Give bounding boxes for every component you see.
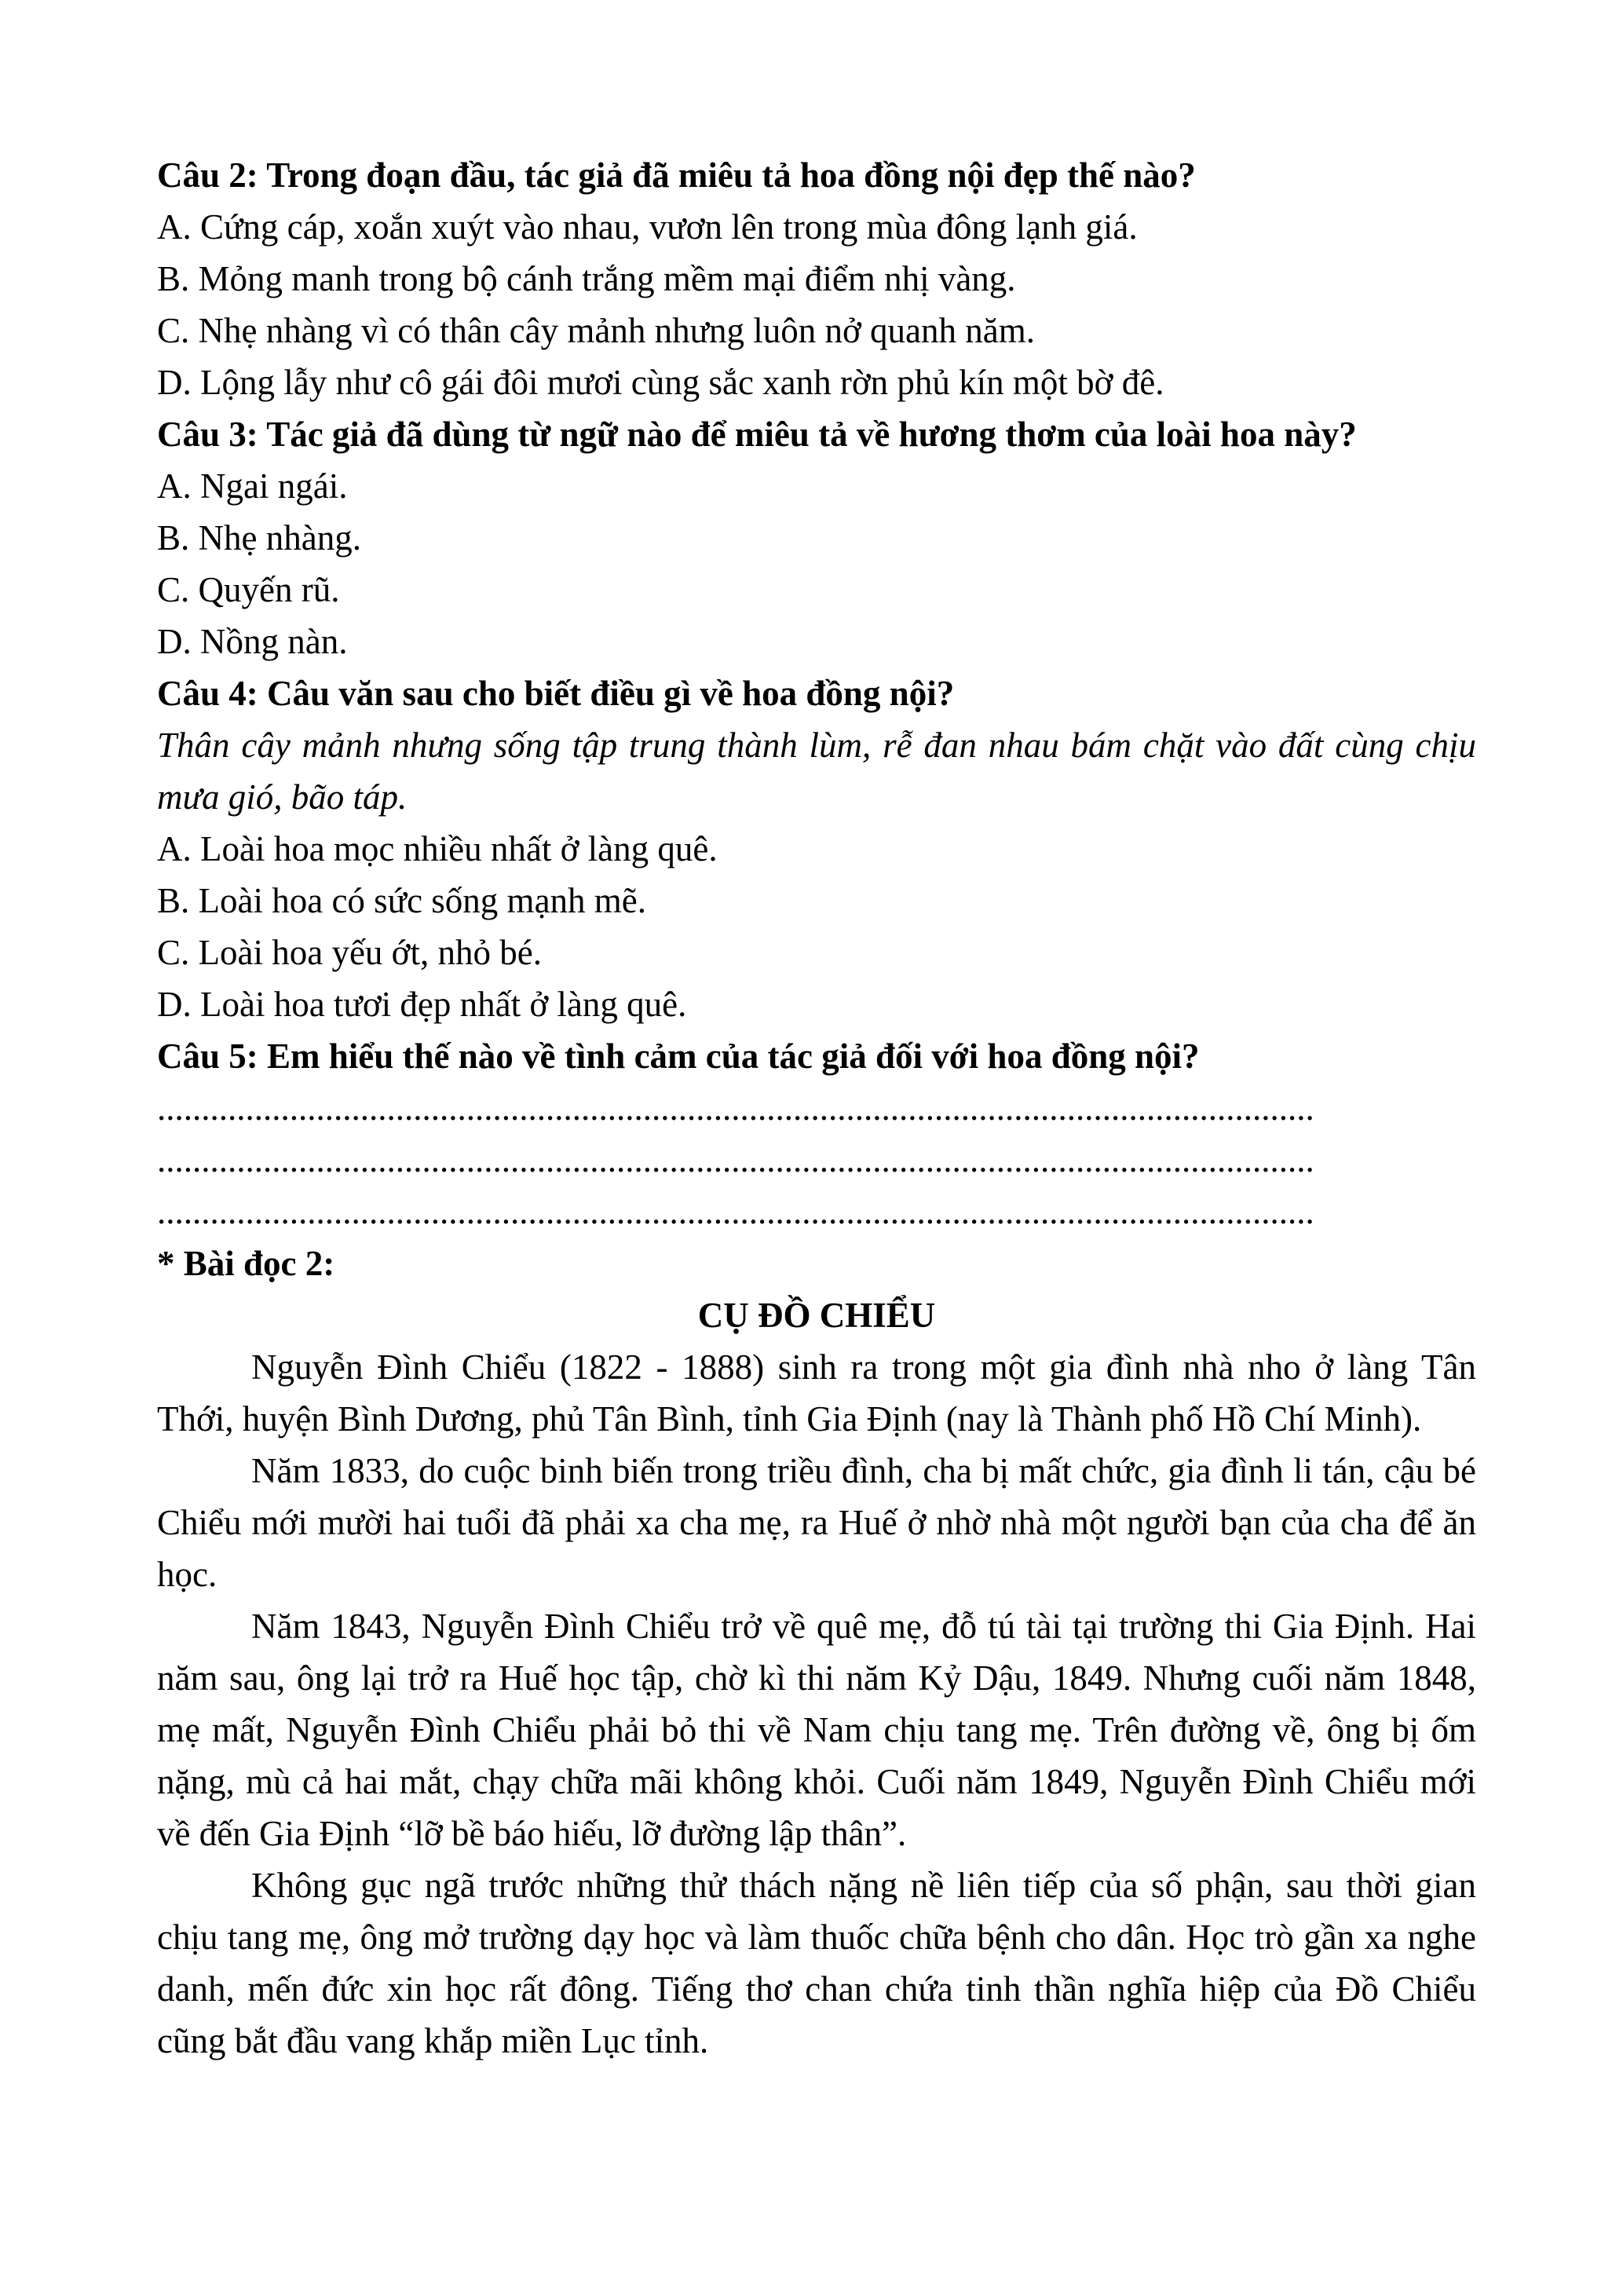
question-2 (157, 149, 1476, 408)
paragraph: Nguyễn Đình Chiểu (1822 - 1888) sinh ra trong một gia đình nhà nho ở làng Tân Thới, huyện Bình Dương, phủ Tân Bình, tỉnh Gia Định (nay là Thành phố Hồ Chí Minh). (157, 1347, 1476, 1439)
paragraph: Năm 1843, Nguyễn Đình Chiểu trở về quê mẹ, đỗ tú tài tại trường thi Gia Định. Hai năm sau, ông lại trở ra Huế học tập, chờ kì thi năm Kỷ Dậu, 1849. Nhưng cuối năm 1848, mẹ mất, Nguyễn Đình Chiểu phải bỏ thi về Nam chịu tang mẹ. Trên đường về, ông bị ốm nặng, mù cả hai mắt, chạy chữa mãi không khỏi. Cuối năm 1849, Nguyễn Đình Chiểu mới về đến Gia Định “lỡ bề báo hiếu, lỡ đường lập thân”. (157, 1607, 1476, 1853)
quoted-sentence: Thân cây mảnh nhưng sống tập trung thành lùm, rễ đan nhau bám chặt vào đất cùng chịu mưa gió, bão táp. (157, 726, 1476, 817)
answer-option: B. Loài hoa có sức sống mạnh mẽ. (157, 881, 647, 920)
answer-option: A. Cứng cáp, xoắn xuýt vào nhau, vươn lên trong mùa đông lạnh giá. (157, 207, 1138, 247)
answer-line[interactable]: ................................................................................................................................... (157, 1088, 1314, 1128)
question-title: Câu 3: Tác giả đã dùng từ ngữ nào để miêu tả về hương thơm của loài hoa này? (157, 415, 1357, 454)
answer-option: B. Nhẹ nhàng. (157, 518, 361, 558)
answer-option: D. Nồng nàn. (157, 622, 348, 661)
question-title: Câu 5: Em hiểu thế nào về tình cảm của tác giả đối với hoa đồng nội? (157, 1036, 1200, 1076)
reading-body (157, 1341, 1476, 2067)
paragraph: Năm 1833, do cuộc binh biến trong triều đình, cha bị mất chức, gia đình li tán, cậu bé Chiểu mới mười hai tuổi đã phải xa cha mẹ, ra Huế ở nhờ nhà một người bạn của cha để ăn học. (157, 1451, 1476, 1594)
question-title: Câu 2: Trong đoạn đầu, tác giả đã miêu tả hoa đồng nội đẹp thế nào? (157, 155, 1196, 195)
answer-option: C. Nhẹ nhàng vì có thân cây mảnh nhưng luôn nở quanh năm. (157, 311, 1035, 350)
reading-title: CỤ ĐỒ CHIỂU (697, 1296, 936, 1335)
section-label: * Bài đọc 2: (157, 1244, 335, 1283)
document-page (157, 149, 1476, 2067)
answer-option: C. Loài hoa yếu ớt, nhỏ bé. (157, 933, 542, 972)
question-5 (157, 1030, 1476, 1238)
answer-line[interactable]: ................................................................................................................................... (157, 1192, 1314, 1231)
answer-line[interactable]: ................................................................................................................................... (157, 1140, 1314, 1179)
answer-option: C. Quyến rũ. (157, 570, 340, 609)
answer-option: B. Mỏng manh trong bộ cánh trắng mềm mại điểm nhị vàng. (157, 259, 1016, 298)
question-title: Câu 4: Câu văn sau cho biết điều gì về hoa đồng nội? (157, 674, 955, 713)
answer-option: D. Lộng lẫy như cô gái đôi mươi cùng sắc xanh rờn phủ kín một bờ đê. (157, 363, 1164, 402)
reading-2 (157, 1238, 1476, 2067)
answer-option: A. Loài hoa mọc nhiều nhất ở làng quê. (157, 829, 718, 868)
paragraph: Không gục ngã trước những thử thách nặng nề liên tiếp của số phận, sau thời gian chịu tang mẹ, ông mở trường dạy học và làm thuốc chữa bệnh cho dân. Học trò gần xa nghe danh, mến đức xin học rất đông. Tiếng thơ chan chứa tinh thần nghĩa hiệp của Đồ Chiểu cũng bắt đầu vang khắp miền Lục tỉnh. (157, 1866, 1476, 2060)
answer-option: D. Loài hoa tươi đẹp nhất ở làng quê. (157, 985, 687, 1024)
answer-option: A. Ngai ngái. (157, 466, 348, 506)
question-3 (157, 408, 1476, 667)
question-4 (157, 667, 1476, 1030)
